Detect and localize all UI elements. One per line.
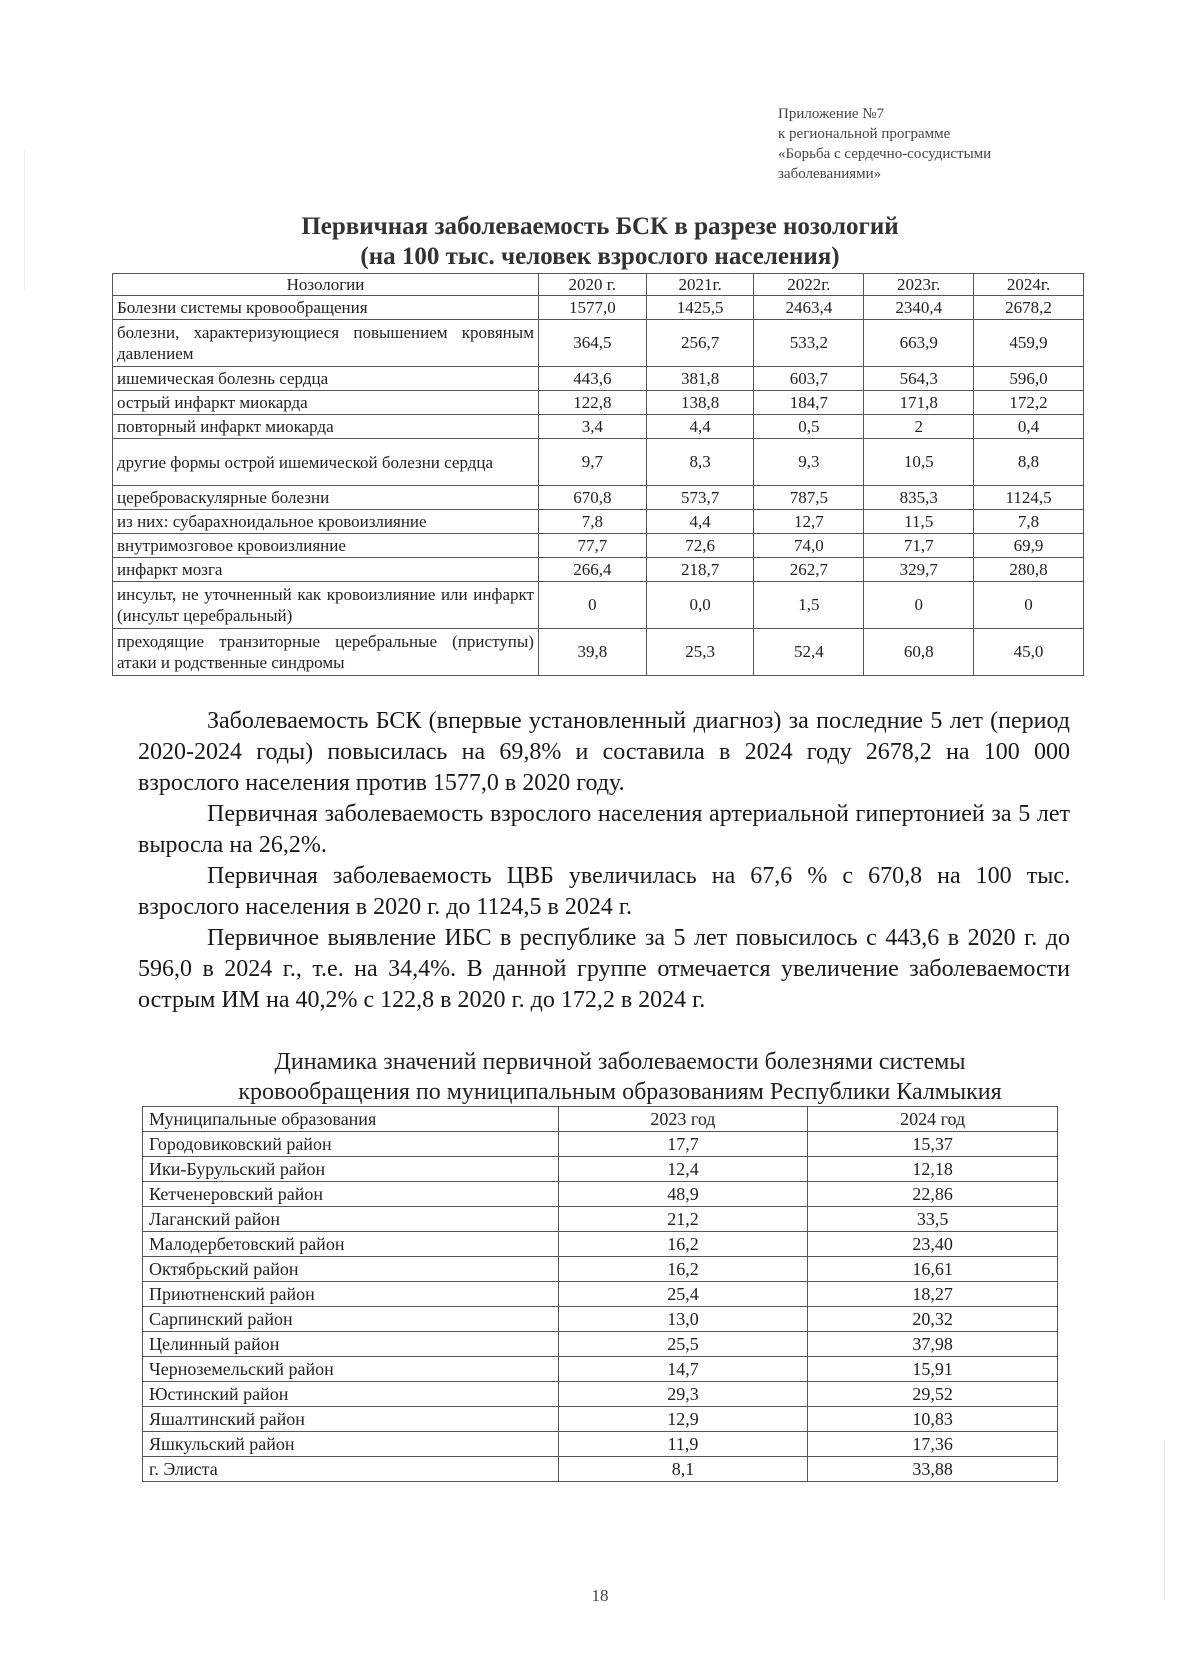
value-2023: 11,9 [558,1432,808,1457]
table1-title-line: Первичная заболеваемость БСК в разрезе нозологий [301,213,899,240]
table-cell-value: 262,7 [754,558,864,582]
table-row [143,1282,1058,1307]
value-2023: 8,1 [558,1457,808,1482]
municipal-table [142,1106,1058,1482]
table-cell-value: 670,8 [538,486,646,510]
table-cell-value: 71,7 [864,534,974,558]
table2-title-line: Динамика значений первичной заболеваемости болезнями системы [274,1049,966,1075]
table-row [143,1307,1058,1332]
table-cell-value: 443,6 [538,367,646,391]
table-row [143,1132,1058,1157]
table-row [113,415,1084,439]
table-cell-value: 39,8 [538,629,646,676]
table-cell-value: 381,8 [646,367,754,391]
value-2023: 13,0 [558,1307,808,1332]
appendix-line: заболеваниями» [778,166,882,182]
table-row [113,510,1084,534]
column-header: 2023 год [558,1107,808,1132]
table-cell-value: 266,4 [538,558,646,582]
table-row [143,1382,1058,1407]
nosology-name: инсульт, не уточненный как кровоизлияние или инфаркт (инсульт церебральный) [113,582,539,629]
nosology-name: Болезни системы кровообращения [113,296,539,320]
table-row [143,1257,1058,1282]
table-cell-value: 60,8 [864,629,974,676]
table-row [113,391,1084,415]
table-row [113,296,1084,320]
table-cell-value: 2340,4 [864,296,974,320]
table-row [113,582,1084,629]
municipality-name: Ики-Бурульский район [143,1157,559,1182]
table-cell-value: 122,8 [538,391,646,415]
municipality-name: Приютненский район [143,1282,559,1307]
table-cell-value: 7,8 [974,510,1084,534]
municipality-name: Яшкульский район [143,1432,559,1457]
municipality-name: Черноземельский район [143,1357,559,1382]
table-row [143,1457,1058,1482]
column-header: 2021г. [646,274,754,296]
table-cell-value: 1577,0 [538,296,646,320]
table-cell-value: 2463,4 [754,296,864,320]
appendix-line: «Борьба с сердечно-сосудистыми [778,146,992,162]
table-row [113,320,1084,367]
table1-title [110,212,1090,272]
value-2024: 20,32 [808,1307,1058,1332]
column-header: Муниципальные образования [143,1107,559,1132]
table-cell-value: 72,6 [646,534,754,558]
municipality-name: Юстинский район [143,1382,559,1407]
column-header: 2020 г. [538,274,646,296]
value-2023: 14,7 [558,1357,808,1382]
value-2023: 12,4 [558,1157,808,1182]
table-cell-value: 1425,5 [646,296,754,320]
scan-edge-mark [24,150,25,290]
value-2024: 17,36 [808,1432,1058,1457]
table-row [143,1232,1058,1257]
table-row [143,1182,1058,1207]
table-row [113,558,1084,582]
value-2024: 16,61 [808,1257,1058,1282]
municipality-name: Кетченеровский район [143,1182,559,1207]
table-cell-value: 4,4 [646,510,754,534]
nosology-name: инфаркт мозга [113,558,539,582]
nosology-table [112,273,1084,676]
table-cell-value: 218,7 [646,558,754,582]
table-cell-value: 0 [538,582,646,629]
value-2023: 16,2 [558,1232,808,1257]
table-cell-value: 171,8 [864,391,974,415]
table-cell-value: 0 [864,582,974,629]
nosology-name: острый инфаркт миокарда [113,391,539,415]
column-header: 2024 год [808,1107,1058,1132]
table-cell-value: 10,5 [864,439,974,486]
column-header: 2023г. [864,274,974,296]
value-2023: 12,9 [558,1407,808,1432]
value-2024: 23,40 [808,1232,1058,1257]
appendix-line: Приложение №7 [778,106,885,122]
table2-title-line: кровообращения по муниципальным образованиям Республики Калмыкия [238,1079,1002,1105]
nosology-name: внутримозговое кровоизлияние [113,534,539,558]
table-row [113,534,1084,558]
table-cell-value: 564,3 [864,367,974,391]
table-row [113,486,1084,510]
municipality-name: Лаганский район [143,1207,559,1232]
municipality-name: г. Элиста [143,1457,559,1482]
table-cell-value: 1,5 [754,582,864,629]
table-cell-value: 9,3 [754,439,864,486]
appendix-header [778,104,1108,184]
table-cell-value: 364,5 [538,320,646,367]
table-cell-value: 596,0 [974,367,1084,391]
column-header: 2022г. [754,274,864,296]
table-cell-value: 25,3 [646,629,754,676]
municipality-name: Городовиковский район [143,1132,559,1157]
value-2024: 37,98 [808,1332,1058,1357]
value-2023: 48,9 [558,1182,808,1207]
value-2024: 33,5 [808,1207,1058,1232]
table-cell-value: 280,8 [974,558,1084,582]
table-row [143,1157,1058,1182]
table-row [143,1332,1058,1357]
table-row [113,629,1084,676]
table2-title [140,1047,1100,1107]
value-2024: 18,27 [808,1282,1058,1307]
table-header-row [143,1107,1058,1132]
value-2024: 29,52 [808,1382,1058,1407]
paragraph: Первичная заболеваемость взрослого населения артериальной гипертонией за 5 лет выросла на 26,2%. [138,801,1070,858]
table-cell-value: 45,0 [974,629,1084,676]
paragraph: Заболеваемость БСК (впервые установленный диагноз) за последние 5 лет (период 2020-2024 годы) повысилась на 69,8% и составила в 2024 году 2678,2 на 100 000 взрослого населения против 1577,0 в 2020 году. [138,708,1070,796]
value-2023: 25,5 [558,1332,808,1357]
nosology-name: болезни, характеризующиеся повышением кровяным давлением [113,320,539,367]
table-row [113,367,1084,391]
municipality-name: Яшалтинский район [143,1407,559,1432]
body-text [138,706,1070,1016]
table-cell-value: 0,0 [646,582,754,629]
table-cell-value: 329,7 [864,558,974,582]
nosology-name: преходящие транзиторные церебральные (приступы) атаки и родственные синдромы [113,629,539,676]
paragraph: Первичная заболеваемость ЦВБ увеличилась на 67,6 % с 670,8 на 100 тыс. взрослого населения в 2020 г. до 1124,5 в 2024 г. [138,863,1070,920]
value-2024: 15,37 [808,1132,1058,1157]
table-cell-value: 3,4 [538,415,646,439]
value-2024: 10,83 [808,1407,1058,1432]
table-cell-value: 7,8 [538,510,646,534]
table-cell-value: 0,5 [754,415,864,439]
table-cell-value: 1124,5 [974,486,1084,510]
value-2024: 22,86 [808,1182,1058,1207]
value-2023: 21,2 [558,1207,808,1232]
municipality-name: Целинный район [143,1332,559,1357]
table-cell-value: 9,7 [538,439,646,486]
table-cell-value: 138,8 [646,391,754,415]
table-cell-value: 0 [974,582,1084,629]
table-cell-value: 663,9 [864,320,974,367]
table-cell-value: 256,7 [646,320,754,367]
value-2024: 15,91 [808,1357,1058,1382]
table-cell-value: 835,3 [864,486,974,510]
nosology-name: повторный инфаркт миокарда [113,415,539,439]
table-cell-value: 8,8 [974,439,1084,486]
table-cell-value: 533,2 [754,320,864,367]
table-cell-value: 573,7 [646,486,754,510]
table-row [143,1432,1058,1457]
table-header-row [113,274,1084,296]
nosology-name: ишемическая болезнь сердца [113,367,539,391]
value-2023: 25,4 [558,1282,808,1307]
value-2023: 17,7 [558,1132,808,1157]
table-cell-value: 172,2 [974,391,1084,415]
paragraph: Первичное выявление ИБС в республике за 5 лет повысилось с 443,6 в 2020 г. до 596,0 в 2024 г., т.е. на 34,4%. В данной группе отмечается увеличение заболеваемости острым ИМ на 40,2% с 122,8 в 2020 г. до 172,2 в 2024 г. [138,925,1070,1013]
column-header: 2024г. [974,274,1084,296]
table-cell-value: 12,7 [754,510,864,534]
column-header: Нозологии [113,274,539,296]
table-cell-value: 2678,2 [974,296,1084,320]
table-row [143,1407,1058,1432]
table-cell-value: 52,4 [754,629,864,676]
municipality-name: Сарпинский район [143,1307,559,1332]
table-cell-value: 69,9 [974,534,1084,558]
table-cell-value: 11,5 [864,510,974,534]
table-row [143,1207,1058,1232]
table-cell-value: 77,7 [538,534,646,558]
page-number: 18 [591,1586,609,1605]
municipality-name: Малодербетовский район [143,1232,559,1257]
nosology-name: цереброваскулярные болезни [113,486,539,510]
appendix-line: к региональной программе [778,126,951,142]
value-2024: 12,18 [808,1157,1058,1182]
table-cell-value: 2 [864,415,974,439]
nosology-name: из них: субарахноидальное кровоизлияние [113,510,539,534]
table1-title-line: (на 100 тыс. человек взрослого населения) [360,243,840,270]
table-cell-value: 459,9 [974,320,1084,367]
table-cell-value: 603,7 [754,367,864,391]
table-cell-value: 74,0 [754,534,864,558]
table-cell-value: 184,7 [754,391,864,415]
table-row [113,439,1084,486]
value-2023: 16,2 [558,1257,808,1282]
scan-edge-mark [1164,1440,1165,1600]
value-2023: 29,3 [558,1382,808,1407]
table-cell-value: 787,5 [754,486,864,510]
municipality-name: Октябрьский район [143,1257,559,1282]
table-row [143,1357,1058,1382]
table-cell-value: 0,4 [974,415,1084,439]
table-cell-value: 8,3 [646,439,754,486]
value-2024: 33,88 [808,1457,1058,1482]
table-cell-value: 4,4 [646,415,754,439]
nosology-name: другие формы острой ишемической болезни сердца [113,439,539,486]
